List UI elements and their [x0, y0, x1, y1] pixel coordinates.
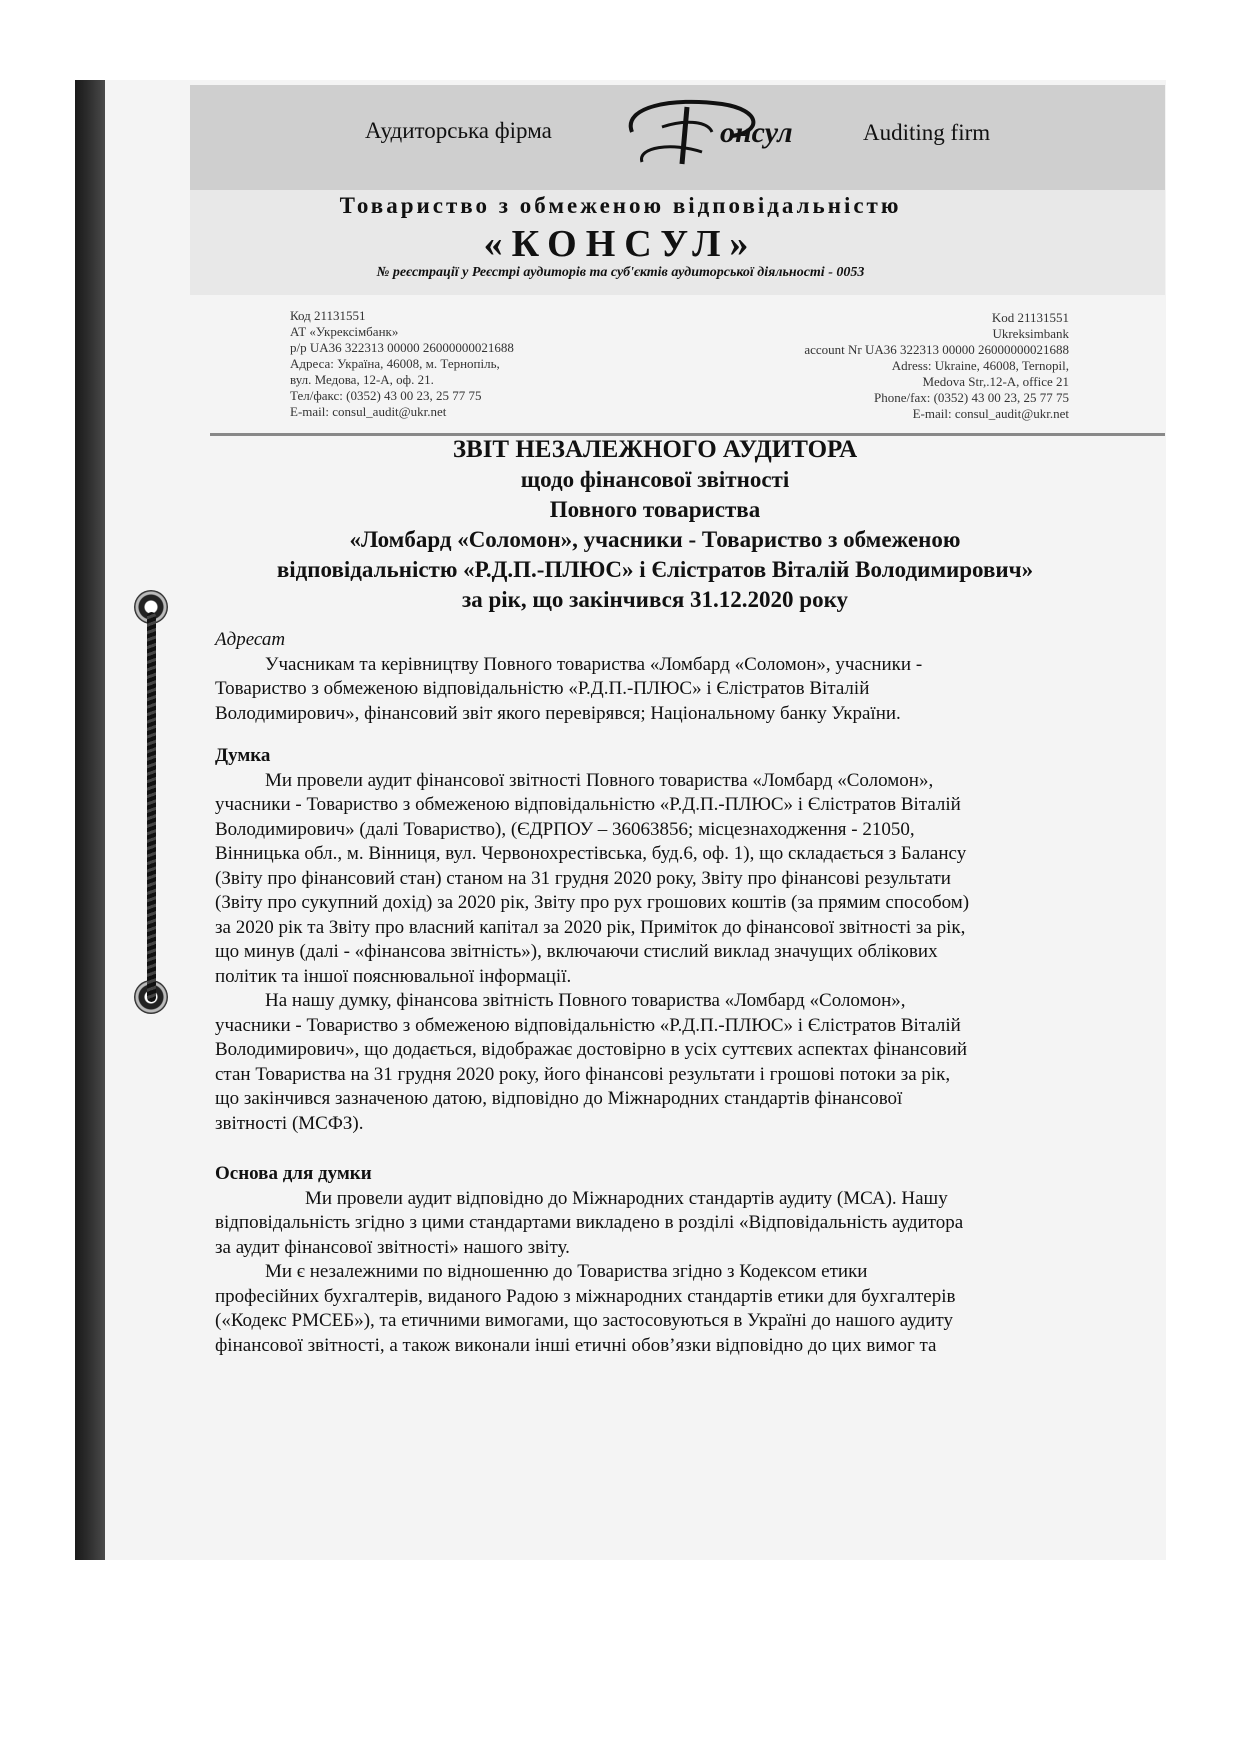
detail-line: E-mail: consul_audit@ukr.net — [912, 406, 1069, 421]
opinion-line: політик та іншої пояснювальної інформації. — [215, 965, 572, 987]
detail-line: Код 21131551 — [290, 308, 366, 323]
opinion-line: На нашу думку, фінансова звітність Повного товариства «Ломбард «Соломон», — [265, 990, 906, 1011]
opinion-line: учасники - Товариство з обмеженою відповідальністю «Р.Д.П.-ПЛЮС» і Єлістратов Віталій — [215, 1014, 961, 1036]
company-name: «КОНСУЛ» — [483, 223, 758, 265]
basis-line: Ми є незалежними по відношенню до Товариства згідно з Кодексом етики — [265, 1261, 868, 1282]
detail-line: АТ «Укрексімбанк» — [290, 324, 399, 339]
basis-line: Ми провели аудит відповідно до Міжнародних стандартів аудиту (МСА). Нашу — [305, 1187, 948, 1209]
opinion-line: учасники - Товариство з обмеженою відповідальністю «Р.Д.П.-ПЛЮС» і Єлістратов Віталій — [215, 794, 961, 815]
report-body — [215, 628, 1070, 1358]
details-ua — [290, 308, 514, 420]
detail-line: E-mail: consul_audit@ukr.net — [290, 404, 447, 419]
detail-line: Kod 21131551 — [991, 310, 1069, 325]
binder-strip — [75, 80, 105, 1560]
opinion-line: Володимирович», що додається, відображає достовірно в усіх суттєвих аспектах фінансовий — [215, 1039, 968, 1060]
opinion-line: Ми провели аудит фінансової звітності Повного товариства «Ломбард «Соломон», — [265, 769, 934, 791]
konsul-logo — [612, 92, 852, 172]
opinion-line: (Звіту про фінансовий стан) станом на 31 грудня 2020 року, Звіту про фінансові результати — [215, 867, 951, 889]
details-en — [804, 310, 1069, 422]
basis-heading: Основа для думки — [215, 1163, 372, 1184]
detail-line: Adress: Ukraine, 46008, Ternopil, — [891, 358, 1069, 373]
basis-line: за аудит фінансової звітності» нашого звіту. — [215, 1236, 570, 1258]
title-line: за рік, що закінчився 31.12.2020 року — [461, 587, 849, 612]
opinion-line: що минув (далі - «фінансова звітність»), включаючи стислий виклад значущих облікових — [215, 941, 938, 962]
opinion-line: звітності (МСФЗ). — [215, 1112, 364, 1134]
addressee-label: Адресат — [215, 629, 286, 650]
addressee-line: Учасникам та керівництву Повного товариства «Ломбард «Соломон», учасники - — [265, 653, 923, 675]
svg-text:онсул: онсул — [720, 116, 793, 149]
title-line: Повного товариства — [549, 497, 761, 522]
detail-line: Тел/факс: (0352) 43 00 23, 25 77 75 — [290, 388, 482, 403]
detail-line: Адреса: Україна, 46008, м. Тернопіль, — [290, 356, 500, 371]
title-line: щодо фінансової звітності — [520, 467, 790, 492]
opinion-line: що закінчився зазначеною датою, відповідно до Міжнародних стандартів фінансової — [215, 1088, 903, 1109]
opinion-line: (Звіту про сукупний дохід) за 2020 рік, Звіту про рух грошових коштів (за прямим способом) — [215, 892, 970, 913]
addressee-line: Володимирович», фінансовий звіт якого перевірявся; Національному банку України. — [215, 702, 901, 724]
detail-line: р/р UA36 322313 00000 26000000021688 — [290, 340, 514, 355]
detail-line: account Nr UA36 322313 00000 26000000021688 — [804, 342, 1069, 357]
binder-string — [147, 612, 156, 1002]
detail-line: Ukreksimbank — [992, 326, 1069, 341]
letterhead-left-label: Аудиторська фірма — [365, 118, 552, 143]
detail-line: Medova Str,.12-A, office 21 — [922, 374, 1069, 389]
detail-line: вул. Медова, 12-А, оф. 21. — [290, 372, 434, 387]
opinion-line: стан Товариства на 31 грудня 2020 року, його фінансові результати і грошові потоки за рік, — [215, 1063, 951, 1085]
addressee-line: Товариство з обмеженою відповідальністю «Р.Д.П.-ПЛЮС» і Єлістратов Віталій — [215, 678, 870, 699]
title-line: ЗВІТ НЕЗАЛЕЖНОГО АУДИТОРА — [452, 436, 858, 463]
report-title — [190, 435, 1120, 615]
opinion-line: за 2020 рік та Звіту про власний капітал за 2020 рік, Приміток до фінансової звітності за рік, — [215, 916, 966, 938]
letterhead-right-label: Auditing firm — [863, 120, 991, 145]
title-line: «Ломбард «Соломон», учасники - Товариство з обмеженою — [349, 527, 961, 552]
opinion-line: Володимирович» (далі Товариство), (ЄДРПОУ – 36063856; місцезнаходження - 21050, — [215, 818, 915, 840]
title-line: відповідальністю «Р.Д.П.-ПЛЮС» і Єлістратов Віталій Володимирович» — [276, 557, 1034, 582]
detail-line: Phone/fax: (0352) 43 00 23, 25 77 75 — [874, 390, 1069, 405]
basis-line: відповідальність згідно з цими стандартами викладено в розділі «Відповідальність аудитора — [215, 1212, 964, 1233]
basis-line: фінансової звітності, а також виконали інші етичні обов’язки відповідно до цих вимог та — [215, 1334, 937, 1356]
basis-line: професійних бухгалтерів, виданого Радою з міжнародних стандартів етики для бухгалтерів — [215, 1285, 956, 1307]
opinion-line: Вінницька обл., м. Вінниця, вул. Червонохрестівська, буд.6, оф. 1), що складається з Балансу — [215, 843, 967, 864]
basis-line: («Кодекс РМСЕБ»), та етичними вимогами, що застосовуються в Україні до нашого аудиту — [215, 1310, 953, 1331]
registry-number: № реєстрації у Реєстрі аудиторів та суб'єктів аудиторської діяльності - 0053 — [376, 265, 865, 280]
opinion-heading: Думка — [215, 745, 271, 766]
company-type: Товариство з обмеженою відповідальністю — [339, 193, 902, 218]
